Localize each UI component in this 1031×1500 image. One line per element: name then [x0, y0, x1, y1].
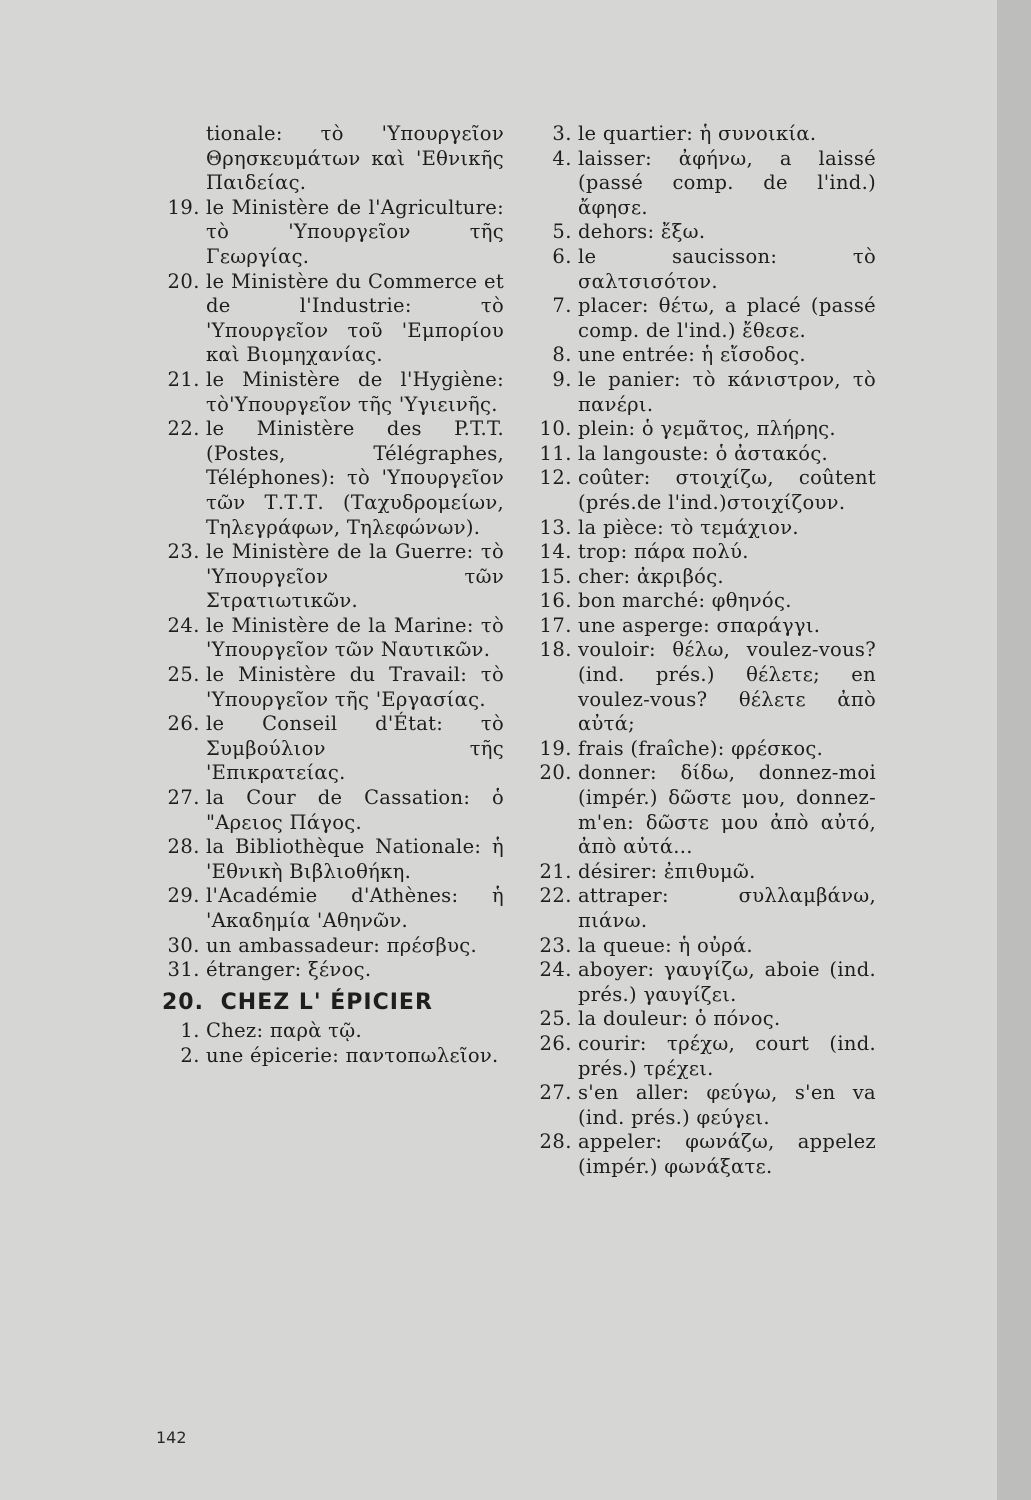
entry-number: 25.: [539, 1007, 572, 1031]
vocab-entry: [524, 1032, 876, 1081]
vocab-entry: [156, 835, 504, 884]
entry-number: 19.: [539, 736, 572, 760]
entry-number: 29.: [167, 884, 200, 908]
entry-text: la douleur: ὁ πόνος.: [578, 1007, 781, 1031]
entry-text: le saucisson: τὸ σαλτσισότον.: [578, 244, 876, 293]
vocab-entry: [524, 540, 876, 565]
section-entry-list: [156, 1019, 504, 1068]
entry-text: la pièce: τὸ τεμάχιον.: [578, 515, 799, 539]
entry-number: 16.: [539, 589, 572, 613]
vocab-entry: [156, 417, 504, 540]
vocab-entry: [156, 1019, 504, 1044]
entry-number: 25.: [167, 663, 200, 687]
entry-text: aboyer: γαυγίζω, aboie (ind. prés.) γαυγίζει.: [578, 958, 876, 1006]
entry-number: 21.: [167, 367, 200, 391]
entry-text: la Cour de Cassation: ὁ "Αρειος Πάγος.: [206, 786, 504, 834]
entry-number: 3.: [552, 122, 572, 145]
vocab-entry: [156, 884, 504, 933]
entry-text: une entrée: ἡ εἴσοδος.: [578, 343, 806, 367]
entry-number: 27.: [539, 1081, 572, 1105]
vocab-entry: [524, 958, 876, 1007]
vocab-entry: [156, 934, 504, 959]
entry-text: le Ministère du Travail: τὸ 'Υπουργεῖον τῆς 'Εργασίας.: [206, 663, 504, 711]
section-number: 20.: [162, 989, 204, 1015]
entry-number: 12.: [539, 466, 572, 490]
entry-text: le Ministère du Commerce et de l'Industrie: τὸ 'Υπουργεῖον τοῦ 'Εμπορίου καὶ Βιομηχανίας.: [206, 269, 504, 367]
entry-text: le Ministère de l'Agriculture: τὸ 'Υπουργεῖον τῆς Γεωργίας.: [206, 195, 504, 268]
entry-number: 22.: [539, 884, 572, 908]
entry-number: 11.: [539, 441, 572, 465]
entry-number: 8.: [552, 343, 572, 367]
entry-text: un ambassadeur: πρέσβυς.: [206, 933, 477, 957]
entry-text: la langouste: ὁ ἀστακός.: [578, 441, 829, 465]
right-column: [524, 122, 876, 1180]
entry-text: courir: τρέχω, court (ind. prés.) τρέχει.: [578, 1031, 876, 1080]
entry-text: Chez: παρὰ τῷ.: [206, 1019, 362, 1043]
entry-text: le quartier: ἡ συνοικία.: [578, 122, 817, 145]
entry-number: 20.: [539, 761, 572, 785]
entry-number: 17.: [539, 613, 572, 637]
vocab-entry: [524, 147, 876, 221]
entry-number: 4.: [552, 146, 572, 170]
entry-text: frais (fraîche): φρέσκος.: [578, 736, 824, 760]
vocab-entry: [524, 565, 876, 590]
section-heading: [156, 991, 504, 1016]
entry-number: 30.: [167, 933, 200, 957]
entry-number: 19.: [167, 195, 200, 219]
entry-text: le panier: τὸ κάνιστρον, τὸ πανέρι.: [578, 367, 876, 416]
entry-number: 23.: [539, 933, 572, 957]
vocab-entry: [524, 614, 876, 639]
entry-number: 26.: [167, 712, 200, 736]
entry-text: étranger: ξένος.: [206, 958, 372, 982]
vocab-entry: [156, 958, 504, 983]
entry-text: appeler: φωνάζω, appelez (impér.) φωνάξατε.: [578, 1130, 876, 1178]
vocab-entry: [524, 442, 876, 467]
entry-number: 5.: [552, 220, 572, 244]
vocab-entry: [156, 270, 504, 368]
entry-text: laisser: ἀφήνω, a laissé (passé comp. de l'ind.) ἄφησε.: [578, 146, 876, 219]
entry-number: 14.: [539, 540, 572, 564]
entry-number: 21.: [539, 859, 572, 883]
vocab-entry: [524, 294, 876, 343]
entry-number: 31.: [167, 958, 200, 982]
entry-text: le Ministère de la Guerre: τὸ 'Υπουργεῖον τῶν Στρατιωτικῶν.: [206, 540, 504, 613]
entry-text: bon marché: φθηνός.: [578, 589, 792, 613]
entry-number: 10.: [539, 417, 572, 441]
right-entry-list: [524, 122, 876, 1180]
entry-number: 13.: [539, 515, 572, 539]
vocab-entry: [156, 663, 504, 712]
vocab-entry: [524, 860, 876, 885]
vocab-entry: [156, 368, 504, 417]
entry-text: attraper: συλλαμβάνω, πιάνω.: [578, 884, 876, 932]
entry-number: 27.: [167, 786, 200, 810]
entry-text: la queue: ἡ οὐρά.: [578, 933, 753, 957]
entry-text: la Bibliothèque Nationale: ἡ 'Εθνικὴ Βιβλιοθήκη.: [206, 835, 504, 883]
left-column: [156, 122, 504, 1069]
entry-text: une asperge: σπαράγγι.: [578, 613, 821, 637]
entry-text: cher: ἀκριβός.: [578, 564, 724, 588]
vocab-entry: [524, 466, 876, 515]
vocab-entry: [524, 122, 876, 147]
entry-number: 7.: [552, 294, 572, 318]
entry-number: 9.: [552, 367, 572, 391]
entry-number: 15.: [539, 564, 572, 588]
vocab-entry: [156, 540, 504, 614]
vocab-entry: [524, 934, 876, 959]
entry-text: vouloir: θέλω, voulez-vous?(ind. prés.) θέλετε; en voulez-vous? θέλετε ἀπὸ αὐτά;: [578, 638, 876, 736]
vocab-entry: [524, 516, 876, 541]
entry-text: s'en aller: φεύγω, s'en va (ind. prés.) φεύγει.: [578, 1081, 876, 1129]
entry-number: 24.: [167, 613, 200, 637]
entry-text: le Conseil d'État: τὸ Συμβούλιον τῆς 'Επικρατείας.: [206, 712, 504, 785]
entry-number: 2.: [180, 1043, 200, 1067]
vocab-entry: [156, 1044, 504, 1069]
entry-text: le Ministère de l'Hygiène: τὸ'Υπουργεῖον τῆς 'Υγιεινῆς.: [206, 367, 504, 416]
page-number: 142: [156, 1428, 187, 1447]
section-title: CHEZ L' ÉPICIER: [220, 989, 433, 1015]
vocab-entry: [524, 1007, 876, 1032]
vocab-entry: [524, 589, 876, 614]
page-spine-edge: [997, 0, 1031, 1500]
vocab-entry: [524, 417, 876, 442]
vocab-entry: [524, 343, 876, 368]
entry-number: 28.: [167, 835, 200, 859]
entry-number: 23.: [167, 540, 200, 564]
entry-text: trop: πάρα πολύ.: [578, 540, 749, 564]
entry-number: 22.: [167, 417, 200, 441]
entry-text: l'Académie d'Athènes: ἡ 'Ακαδημία 'Αθηνῶν.: [206, 884, 504, 932]
entry-text: le Ministère de la Marine: τὸ 'Υπουργεῖον τῶν Ναυτικῶν.: [206, 613, 504, 662]
entry-number: 18.: [539, 638, 572, 662]
vocab-entry: [524, 220, 876, 245]
entry-text: une épicerie: παντοπωλεῖον.: [206, 1043, 499, 1067]
vocab-entry: [524, 368, 876, 417]
entry-number: 24.: [539, 958, 572, 982]
vocab-entry: [524, 761, 876, 859]
entry-text: placer: θέτω, a placé (passé comp. de l'ind.) ἔθεσε.: [578, 294, 876, 342]
left-entry-list: [156, 196, 504, 983]
vocab-entry: [524, 1130, 876, 1179]
entry-text: donner: δίδω, donnez-moi (impér.) δῶστε μου, donnez-m'en: δῶστε μου ἀπὸ αὐτό, ἀπὸ αὐτά...: [578, 761, 876, 859]
vocab-entry: [524, 638, 876, 736]
vocab-entry: [524, 884, 876, 933]
entry-number: 6.: [552, 244, 572, 268]
continued-entry: [156, 122, 504, 196]
entry-text: tionale: τὸ 'Υπουργεῖον Θρησκευμάτων καὶ 'Εθνικῆς Παιδείας.: [206, 122, 504, 195]
entry-number: 26.: [539, 1031, 572, 1055]
entry-text: désirer: ἐπιθυμῶ.: [578, 859, 756, 883]
entry-number: 20.: [167, 269, 200, 293]
vocab-entry: [156, 712, 504, 786]
entry-text: dehors: ἔξω.: [578, 220, 706, 244]
entry-text: coûter: στοιχίζω, coûtent (prés.de l'ind.)στοιχίζουν.: [578, 466, 876, 514]
vocab-entry: [156, 614, 504, 663]
vocab-entry: [524, 245, 876, 294]
vocab-entry: [524, 737, 876, 762]
entry-text: le Ministère des P.T.T. (Postes, Télégraphes, Téléphones): τὸ 'Υπουργεῖον τῶν Τ.Τ.Τ. (Ταχυδρομείων, Τηλεγράφων, Τηλεφώνων).: [206, 417, 504, 539]
vocab-entry: [156, 786, 504, 835]
entry-number: 28.: [539, 1130, 572, 1154]
vocab-entry: [524, 1081, 876, 1130]
vocab-entry: [156, 196, 504, 270]
entry-number: 1.: [180, 1019, 200, 1043]
entry-text: plein: ὁ γεμᾶτος, πλήρης.: [578, 417, 836, 441]
